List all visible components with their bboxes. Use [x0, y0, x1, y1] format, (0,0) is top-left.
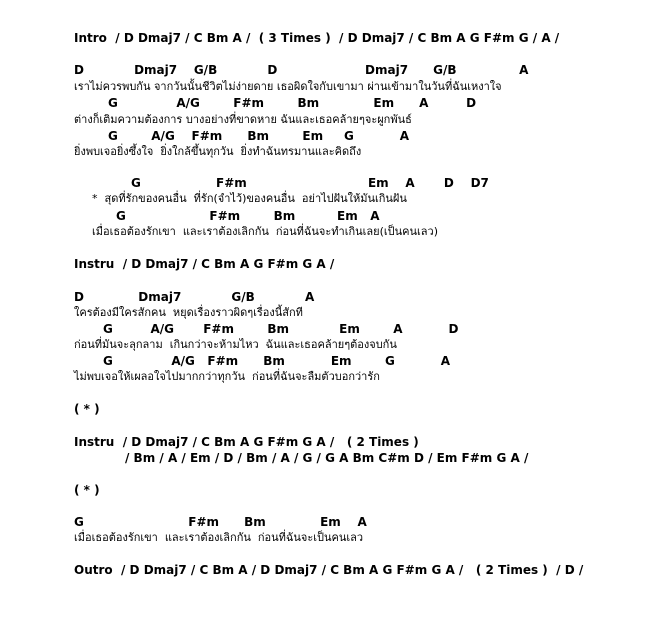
chord-line: Outro / D Dmaj7 / C Bm A / D Dmaj7 / C Bm A G F#m G A / ( 2 Times ) / D / — [74, 563, 584, 577]
lyric-line: ยิ่งพบเจอยิ่งซึ้งใจ ยิ่งใกล้ขึ้นทุกวัน ยิ่งทำฉันทรมานและคิดถึง — [74, 145, 362, 158]
lyric-line: ต่างก็เติมความต้องการ บางอย่างที่ขาดหาย ฉันและเธอคล้ายๆจะผูกพันธ์ — [74, 113, 412, 126]
chord-line: G F#m Bm Em A — [74, 515, 367, 529]
chord-line: G A/G F#m Bm Em G A — [103, 354, 451, 368]
chord-line: D Dmaj7 G/B A — [74, 290, 315, 304]
chord-line: Instru / D Dmaj7 / C Bm A G F#m G A / ( 2 Times ) — [74, 435, 419, 449]
chord-line: G A/G F#m Bm Em A D — [108, 96, 477, 110]
chord-line: / Bm / A / Em / D / Bm / A / G / G A Bm C#m D / Em F#m G A / — [125, 451, 529, 465]
lyric-line: * สุดที่รักของคนอื่น ที่รัก(จำไว้)ของคนอื่น อย่าไปฝันให้มันเกินฝัน — [92, 192, 407, 205]
chord-line: G A/G F#m Bm Em G A — [108, 129, 410, 143]
lyric-line: เมื่อเธอต้องรักเขา และเราต้องเลิกกัน ก่อนที่ฉันจะเป็นคนเลว — [74, 531, 364, 544]
lyric-line: เมื่อเธอต้องรักเขา และเราต้องเลิกกัน ก่อนที่ฉันจะทำเกินเลย(เป็นคนเลว) — [92, 225, 438, 238]
lyric-line: เราไม่ควรพบกัน จากวันนั้นชีวิตไม่ง่ายดาย เธอผิดใจกับเขามา ผ่านเข้ามาในวันที่ฉันเหงาใจ — [74, 80, 502, 93]
chord-line: G F#m Em A D D7 — [131, 176, 489, 190]
chord-line: G F#m Bm Em A — [116, 209, 380, 223]
lyric-line: ก่อนที่มันจะลุกลาม เกินกว่าจะห้ามไหว ฉันและเธอคล้ายๆต้องจบกัน — [74, 338, 397, 351]
chord-line: D Dmaj7 G/B D Dmaj7 G/B A — [74, 63, 529, 77]
chord-line: Instru / D Dmaj7 / C Bm A G F#m G A / — [74, 257, 335, 271]
chord-line: ( * ) — [74, 483, 100, 497]
lyric-line: ใครต้องมีใครสักคน หยุดเรื่องราวผิดๆเรื่องนี้สักที — [74, 306, 303, 319]
lyric-line: ไม่พบเจอให้เผลอใจไปมากกว่าทุกวัน ก่อนที่ฉันจะลืมตัวบอกว่ารัก — [74, 370, 380, 383]
chord-line: ( * ) — [74, 402, 100, 416]
chord-line: G A/G F#m Bm Em A D — [103, 322, 459, 336]
chord-line: Intro / D Dmaj7 / C Bm A / ( 3 Times ) / D Dmaj7 / C Bm A G F#m G / A / — [74, 31, 560, 45]
